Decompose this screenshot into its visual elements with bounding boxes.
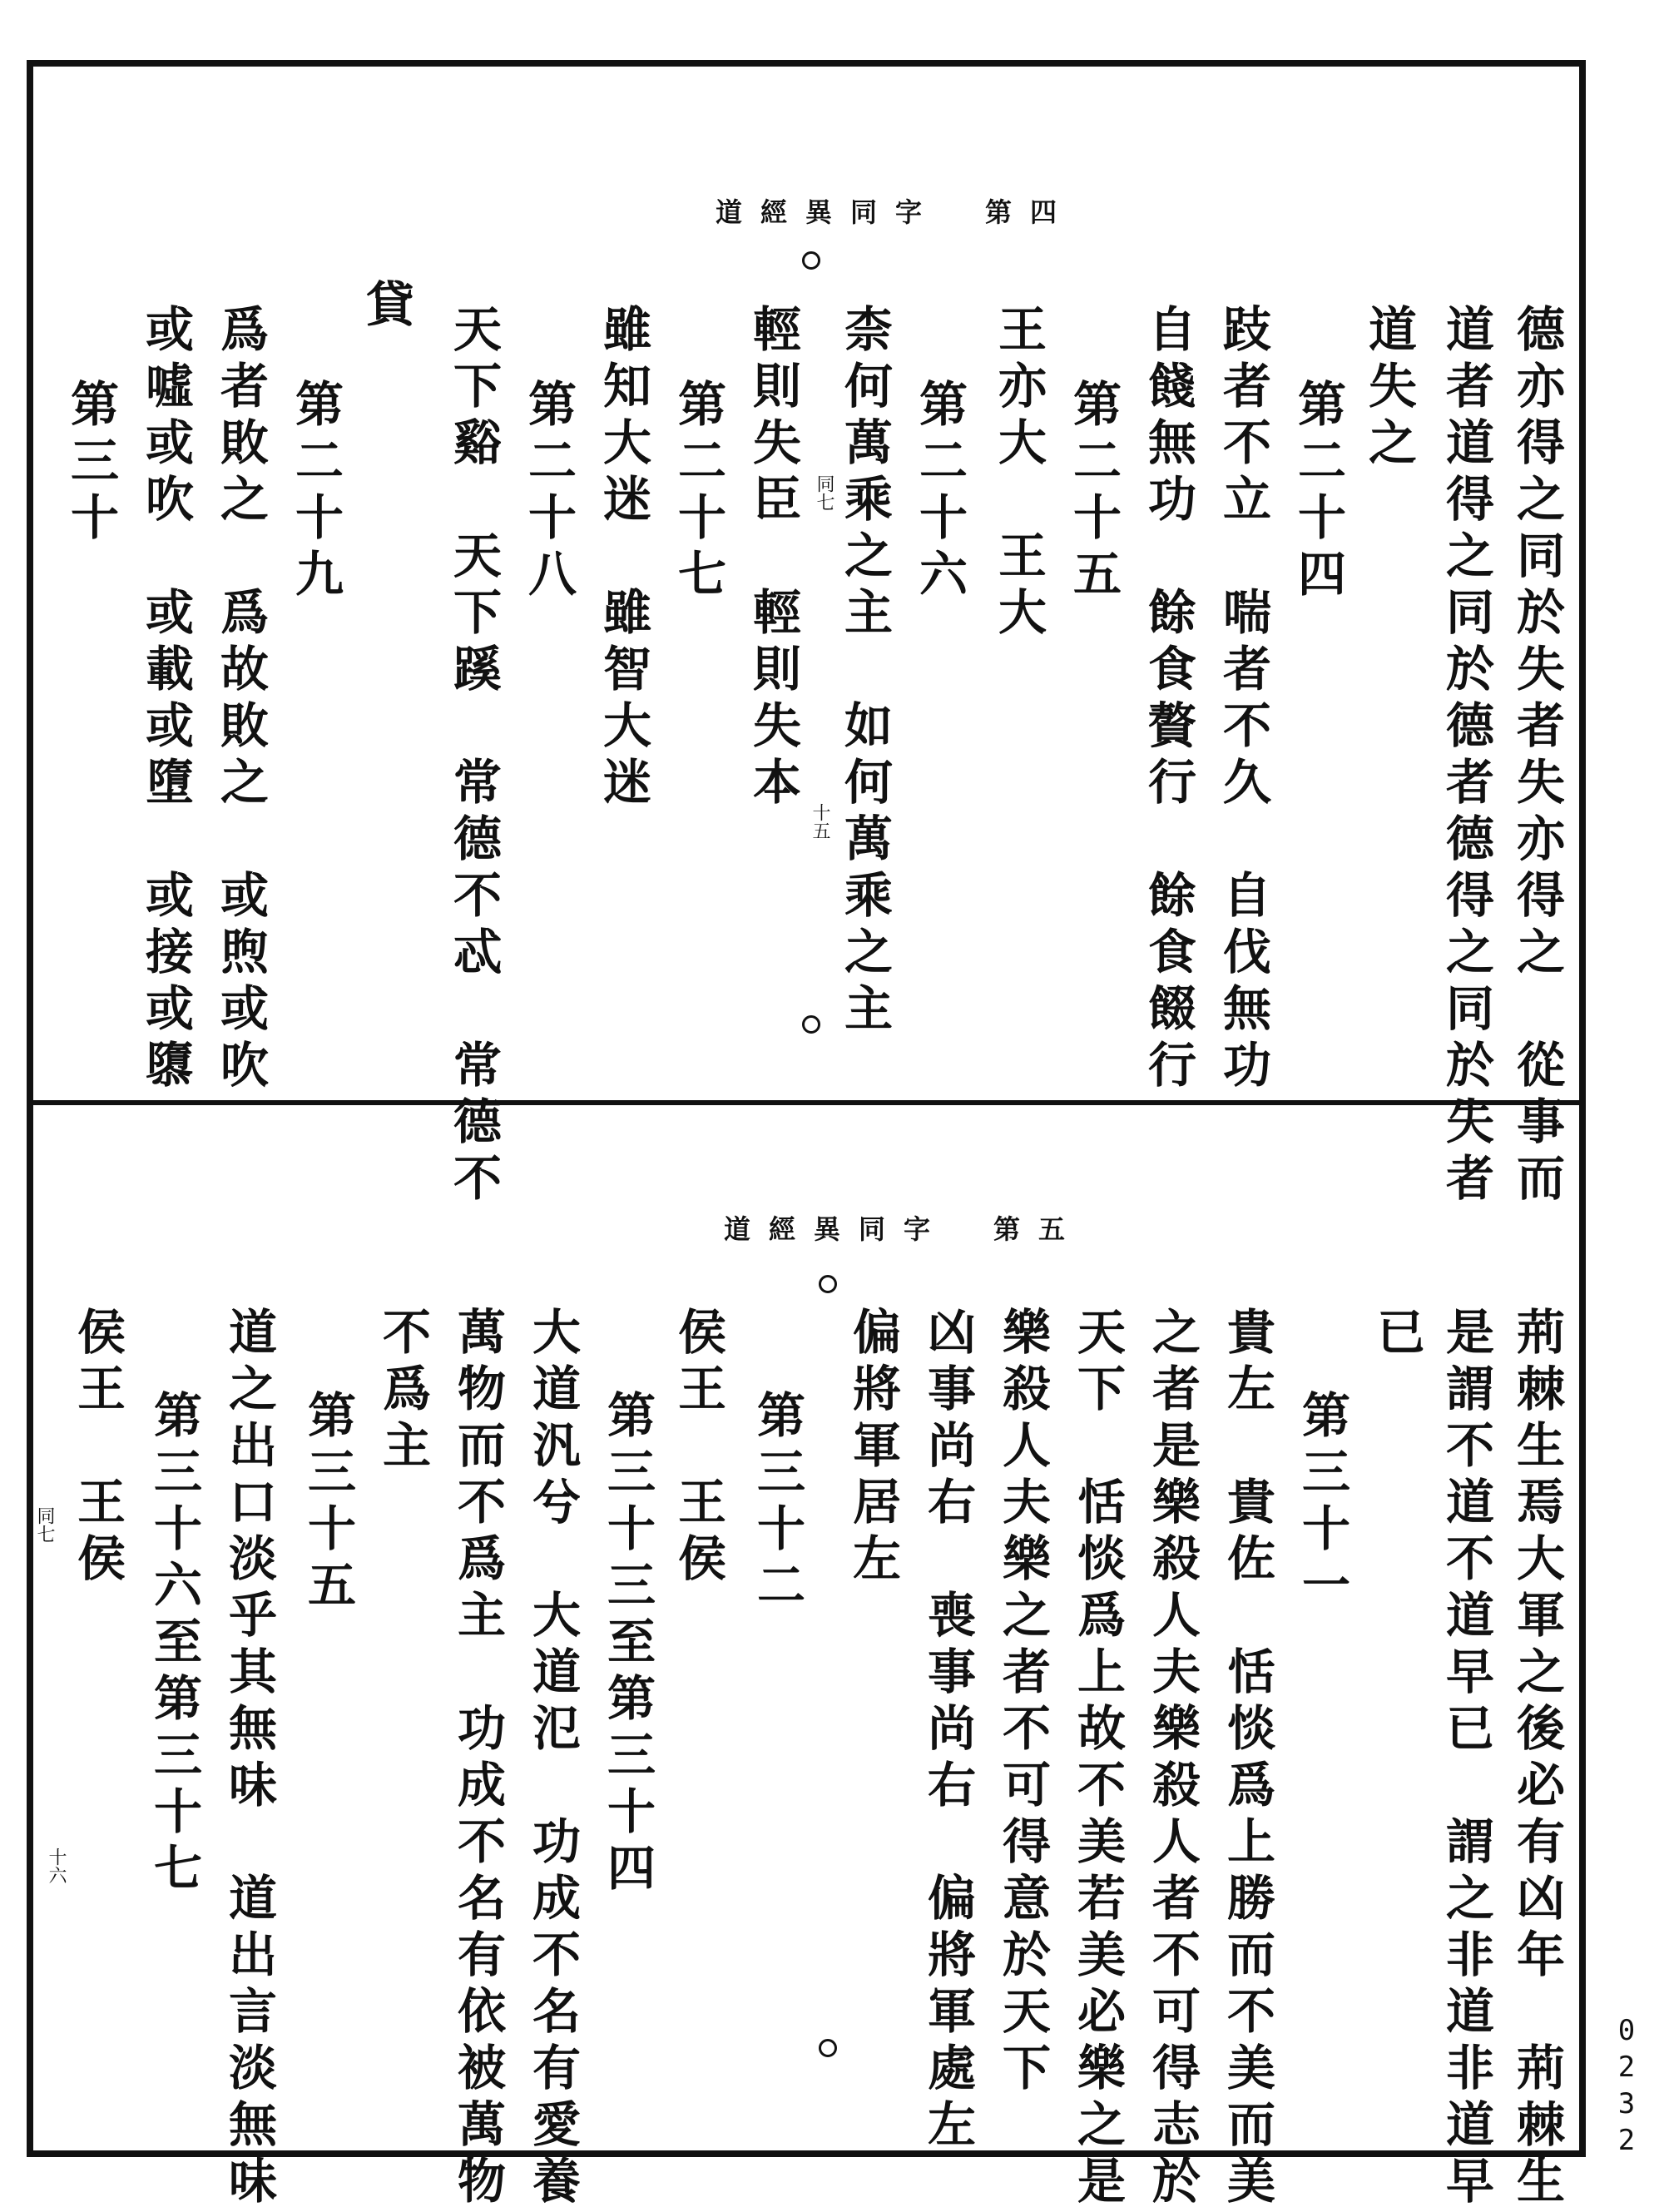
bottom-col-11: 第三十二 — [749, 1390, 805, 1616]
bottom-col-14: 大道汎兮 大道氾 功成不名有愛養 — [524, 1307, 581, 2212]
bottom-col-8: 樂殺人夫樂之者不可得意於天下 — [994, 1307, 1051, 2099]
top-col-6: 自餞無功 餘食贅行 餘食餟行 — [1140, 304, 1196, 1096]
top-col-12: 第二十七 — [670, 379, 726, 605]
top-col-7: 第二十五 — [1065, 379, 1122, 605]
bottom-col-16: 不爲主 — [374, 1307, 431, 1476]
top-col-3: 道失之 — [1360, 304, 1417, 474]
bottom-col-3: 已 — [1369, 1307, 1425, 1363]
top-col-14: 第二十八 — [520, 379, 577, 605]
bottom-col-13: 第三十三至第三十四 — [599, 1390, 656, 1899]
top-col-11: 輕則失臣 輕則失本 — [745, 304, 801, 813]
bottom-col-15: 萬物而不爲主 功成不名有依被萬物 — [449, 1307, 506, 2212]
top-note-1: 同七 — [814, 474, 834, 511]
top-col-9: 第二十六 — [911, 379, 968, 605]
half-divider — [27, 1100, 1586, 1105]
bottom-col-18: 道之出口淡乎其無味 道出言淡無味 — [220, 1307, 277, 2212]
top-col-15: 天下谿 天下蹊 常德不忒 常德不 — [445, 304, 502, 1209]
top-col-18: 爲者敗之 爲故敗之 或煦或吹 — [212, 304, 269, 1096]
top-col-16: 貸 — [358, 279, 414, 335]
bottom-col-2: 是謂不道不道早已 謂之非道非道早 — [1438, 1307, 1494, 2212]
page-number: 0232 — [1610, 2014, 1643, 2160]
bottom-col-1: 荊棘生焉大軍之後必有凶年 荊棘生 — [1508, 1307, 1565, 2212]
bottom-col-9: 凶事尚右 喪事尚右 偏將軍處左 — [919, 1307, 976, 2155]
bottom-col-19: 第三十六至第三十七 — [146, 1390, 202, 1899]
bottom-col-5: 貴左 貴佐 恬惔爲上勝而不美而美 — [1219, 1307, 1275, 2212]
top-col-4: 第二十四 — [1290, 379, 1346, 605]
top-header: 道經異同字 第四 — [716, 196, 1076, 228]
top-circle-mark-upper — [802, 251, 820, 270]
bottom-circle-mark-upper — [819, 1275, 837, 1293]
top-col-17: 第二十九 — [287, 379, 344, 605]
top-col-2: 道者道得之同於德者德得之同於失者 — [1438, 304, 1494, 1209]
bottom-note-2: 十六 — [46, 1847, 67, 1884]
bottom-col-20: 侯王 王侯 — [69, 1307, 126, 1590]
bottom-circle-mark-lower — [819, 2039, 837, 2057]
bottom-header: 道經異同字 第五 — [724, 1213, 1084, 1245]
top-col-20: 第三十 — [62, 379, 119, 548]
top-note-2: 十五 — [810, 803, 830, 840]
top-col-5: 跂者不立 喘者不久 自伐無功 — [1215, 304, 1271, 1096]
top-col-10: 柰何萬乘之主 如何萬乘之主 — [836, 304, 893, 1039]
top-col-19: 或噓或吹 或載或墮 或接或隳 — [137, 304, 194, 1096]
top-col-8: 王亦大 王大 — [990, 304, 1047, 643]
top-col-13: 雖知大迷 雖智大迷 — [595, 304, 651, 813]
bottom-col-7: 天下 恬惔爲上故不美若美必樂之是 — [1069, 1307, 1126, 2212]
bottom-col-6: 之者是樂殺人夫樂殺人者不可得志於 — [1144, 1307, 1201, 2212]
bottom-col-4: 第三十一 — [1294, 1390, 1350, 1616]
top-col-1: 德亦得之同於失者失亦得之 從事而 — [1508, 304, 1565, 1209]
bottom-col-10: 偏將軍居左 — [844, 1307, 901, 1590]
bottom-col-17: 第三十五 — [300, 1390, 356, 1616]
top-circle-mark-lower — [802, 1015, 820, 1034]
bottom-note-1: 同七 — [34, 1506, 55, 1543]
bottom-col-12: 侯王 王侯 — [670, 1307, 726, 1590]
